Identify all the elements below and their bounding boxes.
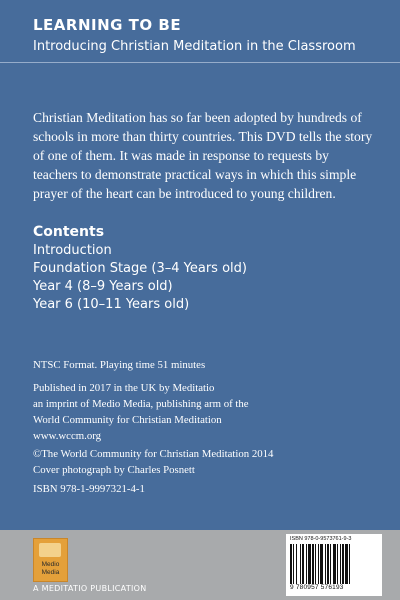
barcode-isbn: ISBN 978-0-9573761-9-3 <box>290 536 352 542</box>
contents-item: Year 4 (8–9 Years old) <box>33 279 173 294</box>
logo-text-line: Medio <box>41 561 60 568</box>
medio-media-logo <box>33 538 68 582</box>
cover-subtitle: Introducing Christian Meditation in the Classroom <box>33 39 356 54</box>
title-divider <box>0 62 400 63</box>
website-line: www.wccm.org <box>33 430 102 442</box>
barcode-bar <box>330 544 331 584</box>
barcode-bar <box>306 544 307 584</box>
isbn-line: ISBN 978-1-9997321-4-1 <box>33 483 145 495</box>
barcode-bar <box>337 544 338 584</box>
barcode-bar <box>320 544 323 584</box>
barcode-bar <box>300 544 301 584</box>
copyright-line: ©The World Community for Christian Meditation 2014 <box>33 448 274 460</box>
barcode-bar <box>327 544 329 584</box>
contents-item: Year 6 (10–11 Years old) <box>33 297 190 312</box>
cover-title: LEARNING TO BE <box>33 16 182 34</box>
description-paragraph: Christian Meditation has so far been adopted by hundreds of schools in more than thirty countries. This DVD tells the story of one of them. It was made in response to requests by teachers to demonstrate practical ways in which this simple prayer of the heart can be introduced to young children. <box>33 110 373 201</box>
barcode-bars-icon <box>290 544 378 584</box>
contents-item: Introduction <box>33 243 112 258</box>
contents-list <box>33 242 247 314</box>
publisher-line: World Community for Christian Meditation <box>33 414 222 426</box>
photo-credit-line: Cover photograph by Charles Posnett <box>33 464 195 476</box>
barcode-bar <box>333 544 336 584</box>
barcode-bar <box>312 544 314 584</box>
contents-item: Foundation Stage (3–4 Years old) <box>33 261 247 276</box>
barcode-bar <box>340 544 341 584</box>
barcode-bar <box>345 544 348 584</box>
publisher-line: Published in 2017 in the UK by Meditatio <box>33 382 215 394</box>
barcode-bar <box>308 544 311 584</box>
barcode-number: 9 780957 576193 <box>290 584 344 591</box>
barcode-bar <box>349 544 350 584</box>
copyright-block <box>33 446 273 478</box>
publisher-block <box>33 380 249 444</box>
publisher-line: an imprint of Medio Media, publishing arm of the <box>33 398 249 410</box>
publication-label: A MEDITATIO PUBLICATION <box>33 584 147 593</box>
format-line: NTSC Format. Playing time 51 minutes <box>33 359 206 371</box>
contents-heading: Contents <box>33 224 105 240</box>
barcode-bar <box>315 544 316 584</box>
barcode-bar <box>293 544 294 584</box>
barcode <box>286 534 382 596</box>
logo-emblem-icon <box>39 543 61 557</box>
barcode-bar <box>296 544 297 584</box>
logo-text-line: Media <box>41 569 60 576</box>
barcode-bar <box>342 544 344 584</box>
barcode-bar <box>302 544 304 584</box>
barcode-bar <box>325 544 326 584</box>
barcode-bar <box>290 544 292 584</box>
barcode-bar <box>318 544 319 584</box>
